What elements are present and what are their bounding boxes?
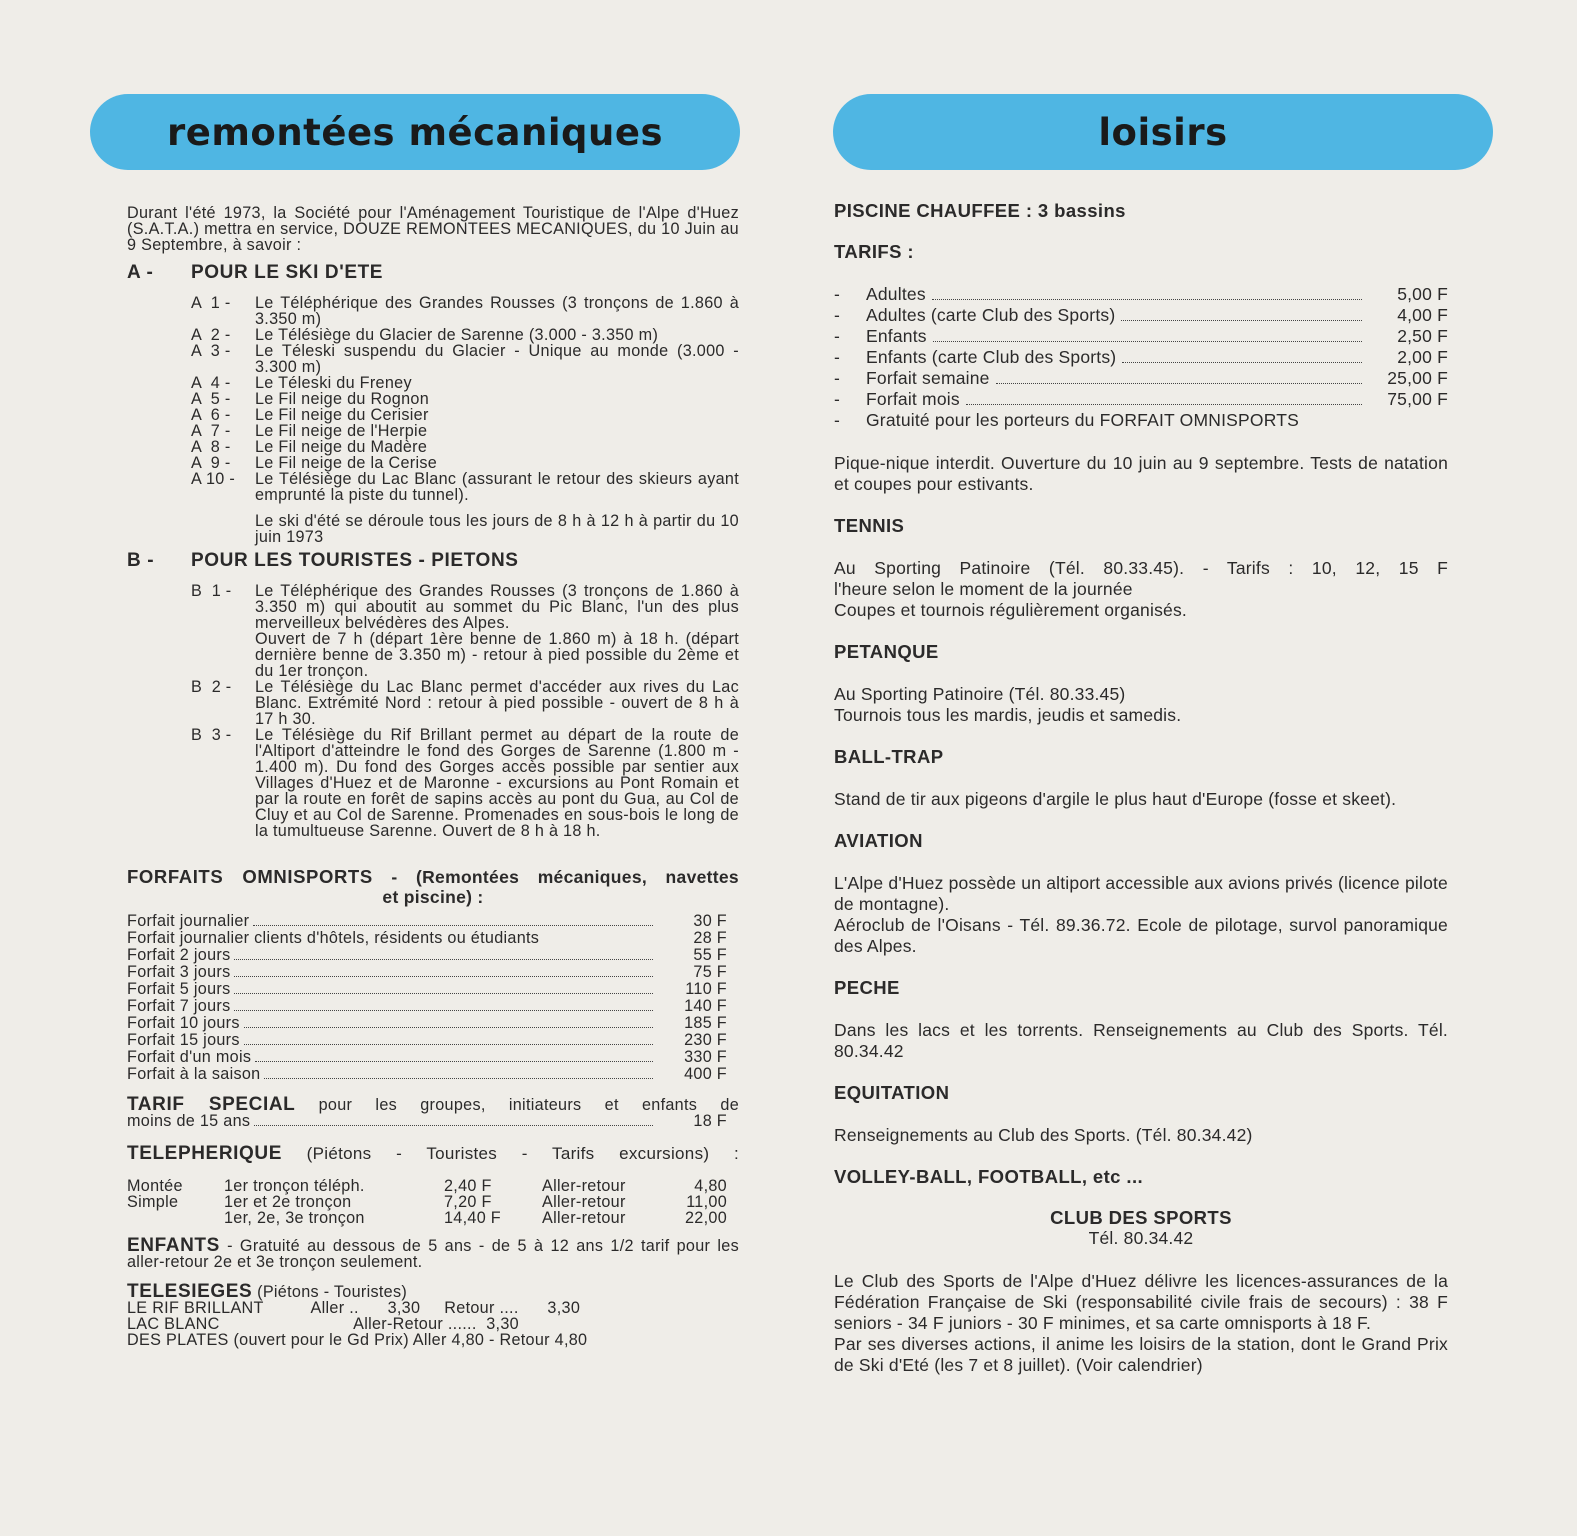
table-row: Forfait à la saison 400 F: [127, 1065, 727, 1083]
list-item: - Adultes 5,00 F: [834, 284, 1448, 304]
right-column: [834, 200, 1448, 1376]
aviation-heading: AVIATION: [834, 830, 923, 851]
table-row: Forfait 10 jours 185 F: [127, 1014, 727, 1032]
list-item: B 1 - Le Téléphérique des Grandes Rousses (3 tronçons de 1.860 à 3.350 m) qui aboutit au sommet du Pic Blanc, l'un des plus merveilleux belvédères des Alpes.: [191, 582, 739, 632]
table-row: Forfait 15 jours 230 F: [127, 1031, 727, 1049]
equitation-heading: EQUITATION: [834, 1082, 950, 1103]
enfants-paragraph: ENFANTS - Gratuité au dessous de 5 ans - de 5 à 12 ans 1/2 tarif pour les aller-retour 2e et 3e tronçon seulement.: [127, 1235, 739, 1271]
table-row: Forfait d'un mois 330 F: [127, 1048, 727, 1066]
section-a-heading: A - POUR LE SKI D'ETE: [127, 262, 384, 283]
peche-heading: PECHE: [834, 977, 900, 998]
table-row: Forfait journalier clients d'hôtels, résidents ou étudiants 28 F: [127, 929, 727, 947]
table-row: Forfait journalier 30 F: [127, 912, 727, 930]
volley-heading: VOLLEY-BALL, FOOTBALL, etc ...: [834, 1166, 1144, 1187]
section-a-list: [191, 295, 739, 545]
section-b-list: [191, 583, 739, 839]
list-item: A 7 - Le Fil neige de l'Herpie: [191, 422, 428, 440]
telepherique-heading: TELEPHERIQUE (Piétons - Touristes - Tarifs excursions) :: [127, 1143, 739, 1164]
list-item: Ouvert de 7 h (départ 1ère benne de 1.860 m) à 18 h. (départ dernière benne de 3.350 m) - retour à pied possible du 2ème et du 1er tronçon.: [255, 630, 739, 680]
banner-title: loisirs: [1098, 110, 1228, 154]
list-item: A 2 - Le Télésiège du Glacier de Sarenne (3.000 - 3.350 m): [191, 326, 659, 344]
table-row: 1er, 2e, 3e tronçon 14,40 F Aller-retour 22,00: [224, 1209, 727, 1227]
aviation-text-2: Aéroclub de l'Oisans - Tél. 89.36.72. Ecole de pilotage, survol panoramique des Alpes.: [834, 915, 1448, 956]
telesieges-block: TELESIEGES (Piétons - Touristes) LE RIF BRILLANT Aller .. 3,30 Retour .... 3,30 LAC BLANC Aller-Retour ...... 3,30 DES PLATES (ouvert pour le Gd Prix) Aller 4,80 - Retour 4,80: [127, 1281, 588, 1349]
forfaits-heading: FORFAITS OMNISPORTS - (Remontées mécaniques, navettes et piscine) :: [127, 866, 739, 907]
list-item: - Forfait semaine 25,00 F: [834, 368, 1448, 388]
list-item: A 8 - Le Fil neige du Madère: [191, 438, 428, 456]
telepherique-table: [127, 1178, 727, 1226]
table-row: Forfait 2 jours 55 F: [127, 946, 727, 964]
petanque-heading: PETANQUE: [834, 641, 939, 662]
list-item: - Forfait mois 75,00 F: [834, 389, 1448, 409]
piscine-note: Pique-nique interdit. Ouverture du 10 juin au 9 septembre. Tests de natation et coupes pour estivants.: [834, 453, 1448, 494]
list-item: - Enfants (carte Club des Sports) 2,00 F: [834, 347, 1448, 367]
intro-paragraph: Durant l'été 1973, la Société pour l'Aménagement Touristique de l'Alpe d'Huez (S.A.T.A.) mettra en service, DOUZE REMONTEES MECANIQUES, du 10 Juin au 9 Septembre, à savoir :: [127, 204, 739, 254]
table-row: Forfait 5 jours 110 F: [127, 980, 727, 998]
list-item: A 4 - Le Téleski du Freney: [191, 374, 412, 392]
ball-trap-text: Stand de tir aux pigeons d'argile le plus haut d'Europe (fosse et skeet).: [834, 789, 1397, 809]
list-item: A 9 - Le Fil neige de la Cerise: [191, 454, 438, 472]
banner-title: remontées mécaniques: [167, 110, 663, 154]
left-column: [127, 205, 739, 1348]
piscine-heading: PISCINE CHAUFFEE : 3 bassins: [834, 200, 1126, 221]
section-b-heading: B - POUR LES TOURISTES - PIETONS: [127, 550, 519, 571]
equitation-text: Renseignements au Club des Sports. (Tél. 80.34.42): [834, 1125, 1253, 1145]
club-header: [834, 1207, 1448, 1249]
aviation-text-1: L'Alpe d'Huez possède un altiport accessible aux avions privés (licence pilote de montagne).: [834, 873, 1448, 914]
table-row: Montée 1er tronçon téléph. 2,40 F Aller-retour 4,80: [127, 1177, 727, 1195]
list-item: - Adultes (carte Club des Sports) 4,00 F: [834, 305, 1448, 325]
tennis-text: Au Sporting Patinoire (Tél. 80.33.45). - Tarifs : 10, 12, 15 F l'heure selon le moment de la journée Coupes et tournois régulièrement organisés.: [834, 558, 1448, 620]
section-banner-remontees: [90, 94, 740, 170]
club-text-2: Par ses diverses actions, il anime les loisirs de la station, dont le Grand Prix de Ski d'Eté (les 7 et 8 juillet). (Voir calendrier): [834, 1334, 1448, 1375]
forfaits-table: [127, 913, 727, 1083]
list-item: - Gratuité pour les porteurs du FORFAIT OMNISPORTS: [834, 410, 1299, 430]
tarifs-list: [834, 284, 1448, 431]
peche-text: Dans les lacs et les torrents. Renseignements au Club des Sports. Tél. 80.34.42: [834, 1020, 1448, 1061]
table-row: Forfait 3 jours 75 F: [127, 963, 727, 981]
club-title: CLUB DES SPORTS: [1050, 1207, 1232, 1228]
ball-trap-heading: BALL-TRAP: [834, 746, 944, 767]
list-item: A 6 - Le Fil neige du Cerisier: [191, 406, 429, 424]
list-item: A 3 - Le Téleski suspendu du Glacier - Unique au monde (3.000 - 3.300 m): [191, 342, 739, 376]
section-banner-loisirs: [833, 94, 1493, 170]
ski-note: Le ski d'été se déroule tous les jours de 8 h à 12 h à partir du 10 juin 1973: [255, 512, 739, 546]
petanque-text: Au Sporting Patinoire (Tél. 80.33.45) Tournois tous les mardis, jeudis et samedis.: [834, 684, 1182, 725]
table-row: Simple 1er et 2e tronçon 7,20 F Aller-retour 11,00: [127, 1193, 727, 1211]
table-row: Forfait 7 jours 140 F: [127, 997, 727, 1015]
club-tel: Tél. 80.34.42: [1088, 1228, 1194, 1248]
club-text-1: Le Club des Sports de l'Alpe d'Huez délivre les licences-assurances de la Fédération Française de Ski (responsabilité civile frais de secours) : 38 F seniors - 34 F juniors - 30 F minimes, et sa carte omnisports à 18 F.: [834, 1271, 1448, 1333]
list-item: A 10 - Le Télésiège du Lac Blanc (assurant le retour des skieurs ayant emprunté la piste du tunnel).: [191, 470, 739, 504]
tarifs-heading: TARIFS :: [834, 241, 914, 262]
list-item: B 2 - Le Télésiège du Lac Blanc permet d'accéder aux rives du Lac Blanc. Extrémité Nord : retour à pied possible - ouvert de 8 h à 17 h 30.: [191, 678, 739, 728]
list-item: A 5 - Le Fil neige du Rognon: [191, 390, 429, 408]
tennis-heading: TENNIS: [834, 515, 905, 536]
list-item: B 3 - Le Télésiège du Rif Brillant permet au départ de la route de l'Altiport d'atteindre le fond des Gorges de Sarenne (1.800 m - 1.400 m). Du fond des Gorges accès possible par sentier aux Villages d'Huez et de Maronne - excursions au Pont Romain et par la route en forêt de sapins accès au pont du Gua, au Col de Cluy et au Col de Sarenne. Promenades en sous-bois le long de la tumultueuse Sarenne. Ouvert de 8 h à 18 h.: [191, 726, 739, 840]
list-item: - Enfants 2,50 F: [834, 326, 1448, 346]
list-item: A 1 - Le Téléphérique des Grandes Rousses (3 tronçons de 1.860 à 3.350 m): [191, 294, 739, 328]
tarif-special: TARIF SPECIAL pour les groupes, initiateurs et enfants de moins de 15 ans 18 F: [127, 1094, 739, 1130]
